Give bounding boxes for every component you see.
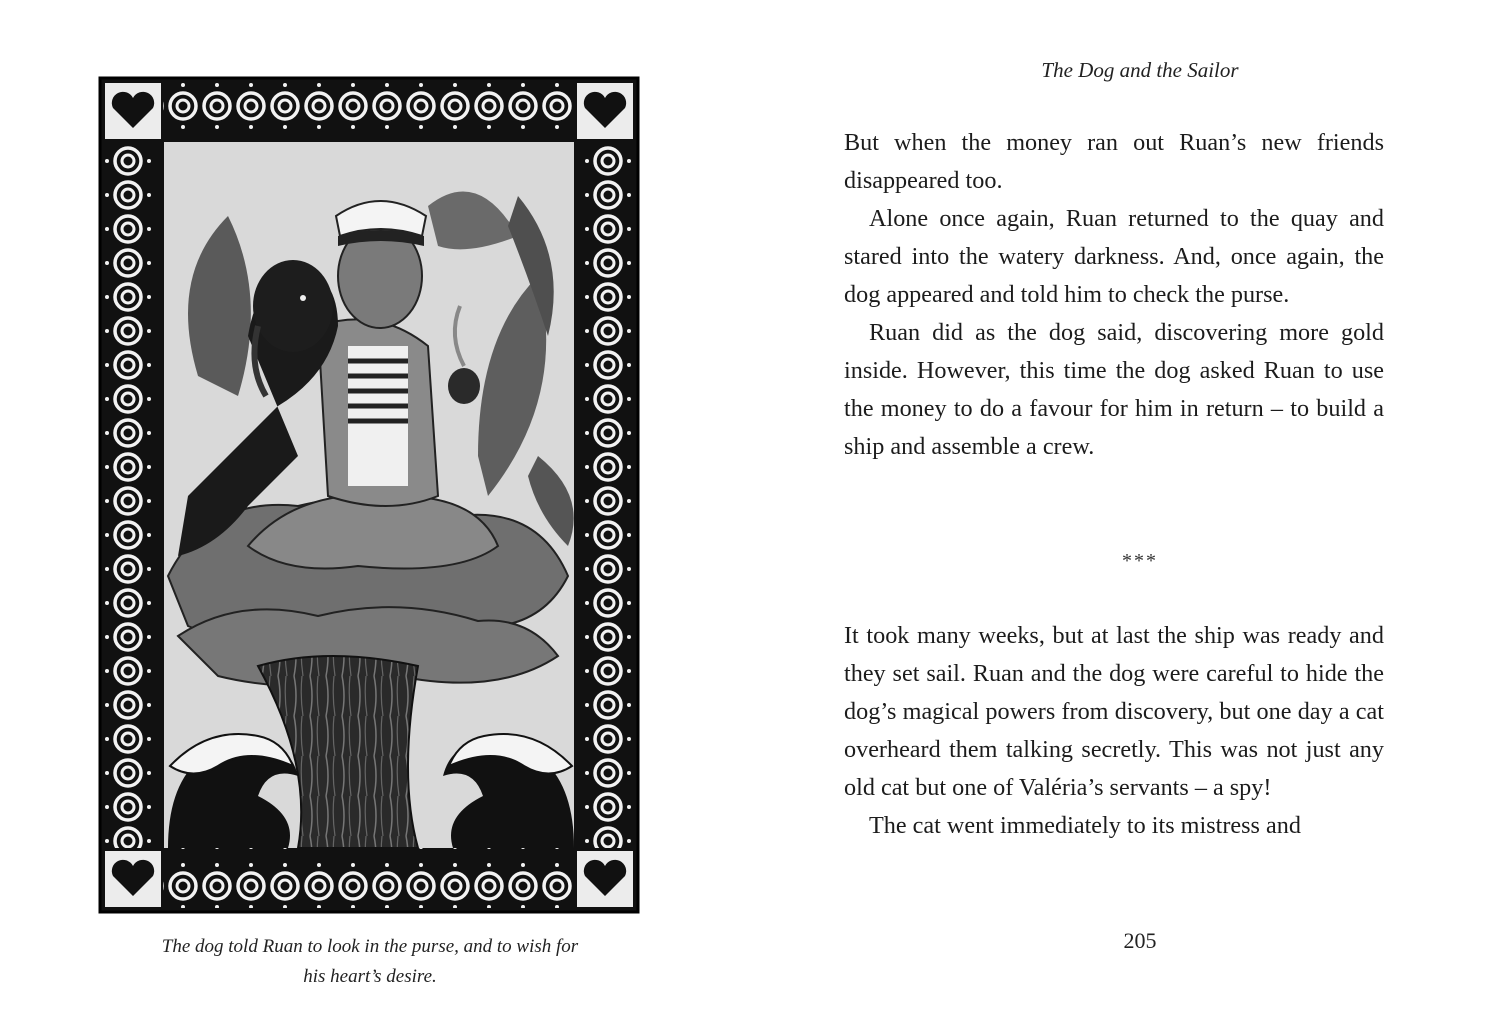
heart-icon — [104, 850, 162, 908]
paragraph: The cat went immediately to its mistress and — [869, 812, 1301, 839]
paragraph: It took many weeks, but at last the ship was ready and they set sail. Ruan and the dog were careful to hide the dog’s magical powers from discovery, but one day a cat overheard them talking secretly. This was not just any old cat but one of Valéria’s servants – a spy! — [844, 622, 1384, 801]
section-break: *** — [1122, 550, 1158, 572]
paragraph: Ruan did as the dog said, discovering more gold inside. However, this time the dog asked Ruan to use the money to do a favour for him in return – to build a ship and assemble a crew. — [844, 319, 1384, 460]
heart-icon — [576, 850, 634, 908]
paragraph: Alone once again, Ruan returned to the quay and stared into the watery darkness. And, once again, the dog appeared and told him to check the purse. — [844, 205, 1384, 308]
body-text-section-2 — [844, 617, 1384, 845]
right-page — [750, 0, 1500, 1035]
heart-icon — [576, 82, 634, 140]
illustration-caption: The dog told Ruan to look in the purse, and to wish for his heart’s desire. — [161, 936, 579, 987]
illustration-sailor-and-dog — [98, 76, 640, 914]
running-head: The Dog and the Sailor — [1041, 58, 1239, 82]
paragraph: But when the money ran out Ruan’s new friends disappeared too. — [844, 129, 1384, 194]
page-number: 205 — [1123, 928, 1157, 953]
heart-icon — [104, 82, 162, 140]
body-text-section-1 — [844, 124, 1384, 466]
